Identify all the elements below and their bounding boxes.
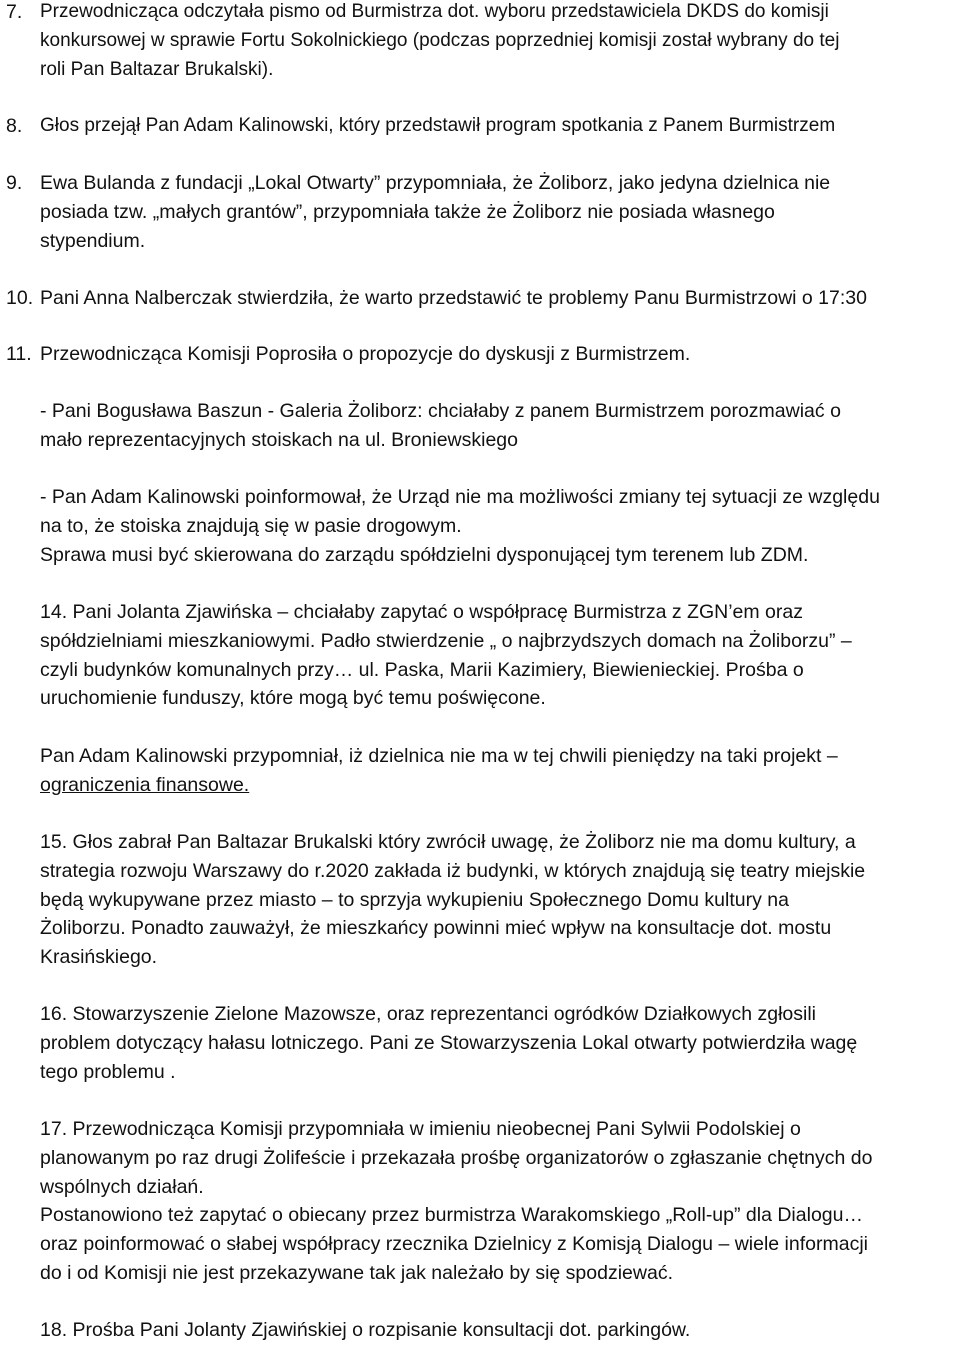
item-line: Głos przejął Pan Adam Kalinowski, który przedstawił program spotkania z Panem Burmistrzem [40,115,836,136]
paragraph-line: tego problemu . [40,1060,176,1083]
paragraph-line: Postanowiono też zapytać o obiecany przez burmistrza Warakomskiego „Roll-up” dla Dialogu… [40,1204,863,1227]
item-7 [6,0,958,84]
item-8 [6,112,958,141]
paragraph-line: do i od Komisji nie jest przekazywane tak jak należało by się spodziewać. [40,1261,673,1284]
paragraph-line: Sprawa musi być skierowana do zarządu spółdzielni dysponującej tym terenem lub ZDM. [40,543,809,566]
item-line: posiada tzw. „małych grantów”, przypomniała także że Żoliborz nie posiada własnego [40,200,775,223]
item-number: 11. [6,343,32,365]
underlined-text: ograniczenia finansowe. [40,773,250,796]
item-line: stypendium. [40,229,146,252]
paragraph-line: uruchomienie funduszy, które mogą być temu poświęcone. [40,687,546,710]
paragraph-line: oraz poinformować o słabej współpracy rzecznika Dzielnicy z Komisją Dialogu – wiele informacji [40,1233,868,1256]
paragraph-line: będą wykupywane przez miasto – to sprzyja wykupieniu Społecznego Domu kultury na [40,888,789,911]
paragraph-line: - Pan Adam Kalinowski poinformował, że Urząd nie ma możliwości zmiany tej sytuacji ze względu [40,486,880,508]
paragraph-line: planowanym po raz drugi Żolifeście i przekazała prośbę organizatorów o zgłaszanie chętnych do [40,1146,873,1169]
paragraph-line: 16. Stowarzyszenie Zielone Mazowsze, oraz reprezentanci ogródków Działkowych zgłosili [40,1003,817,1025]
paragraph-line: strategia rozwoju Warszawy do r.2020 zakłada iż budynki, w których znajdują się teatry miejskie [40,859,866,882]
paragraph-line: spółdzielniami mieszkaniowymi. Padło stwierdzenie „ o najbrzydszych domach na Żoliborzu” – [40,629,852,652]
item-number: 7. [6,1,23,23]
item-16 [40,1000,958,1086]
paragraph-line: czyli budynków komunalnych przy… ul. Paska, Marii Kazimiery, Biewienieckiej. Prośba o [40,658,804,681]
item-line: Ewa Bulanda z fundacji „Lokal Otwarty” przypomniała, że Żoliborz, jako jedyna dzielnica nie [40,172,831,194]
paragraph-line: 15. Głos zabrał Pan Baltazar Brukalski który zwrócił uwagę, że Żoliborz nie ma domu kultury, a [40,831,856,853]
paragraph-line: 14. Pani Jolanta Zjawińska – chciałaby zapytać o współpracę Burmistrza z ZGN’em oraz [40,601,803,623]
paragraph-line: Krasińskiego. [40,946,158,969]
paragraph-line: mało reprezentacyjnych stoiskach na ul. Broniewskiego [40,428,518,451]
item-18 [40,1316,958,1345]
item-line: Pani Anna Nalberczak stwierdziła, że warto przedstawić te problemy Panu Burmistrzowi o 17:30 [40,287,867,309]
item-line: roli Pan Baltazar Brukalski). [40,58,274,80]
paragraph-line: - Pani Bogusława Baszun - Galeria Żoliborz: chciałaby z panem Burmistrzem porozmawiać o [40,400,841,422]
paragraph-line: problem dotyczący hałasu lotniczego. Pani ze Stowarzyszenia Lokal otwarty potwierdziła wagę [40,1031,858,1054]
item-number: 9. [6,172,23,194]
paragraph-line: wspólnych działań. [40,1175,204,1198]
item-line: Przewodnicząca odczytała pismo od Burmistrza dot. wyboru przedstawiciela DKDS do komisji [40,1,829,22]
item-10 [6,284,958,313]
item-17 [40,1115,958,1288]
item-number: 8. [6,115,23,137]
paragraph-line: 18. Prośba Pani Jolanty Zjawińskiej o rozpisanie konsultacji dot. parkingów. [40,1319,691,1341]
paragraph-kalinowski [40,483,958,569]
item-14 [40,598,958,713]
item-9 [6,169,958,255]
item-line: konkursowej w sprawie Fortu Sokolnickiego (podczas poprzedniej komisji został wybrany do tej [40,29,840,51]
paragraph-baszun [40,397,958,455]
item-line: Przewodnicząca Komisji Poprosiła o propozycje do dyskusji z Burmistrzem. [40,343,691,365]
item-15 [40,828,958,972]
paragraph-finanse [40,742,958,800]
paragraph-line: 17. Przewodnicząca Komisji przypomniała w imieniu nieobecnej Pani Sylwii Podolskiej o [40,1118,801,1140]
paragraph-line: Żoliborzu. Ponadto zauważył, że mieszkańcy powinni mieć wpływ na konsultacje dot. mostu [40,917,832,940]
item-11 [6,340,958,369]
paragraph-line: Pan Adam Kalinowski przypomniał, iż dzielnica nie ma w tej chwili pieniędzy na taki projekt – [40,745,838,767]
paragraph-line: na to, że stoiska znajdują się w pasie drogowym. [40,514,462,537]
item-number: 10. [6,287,34,309]
